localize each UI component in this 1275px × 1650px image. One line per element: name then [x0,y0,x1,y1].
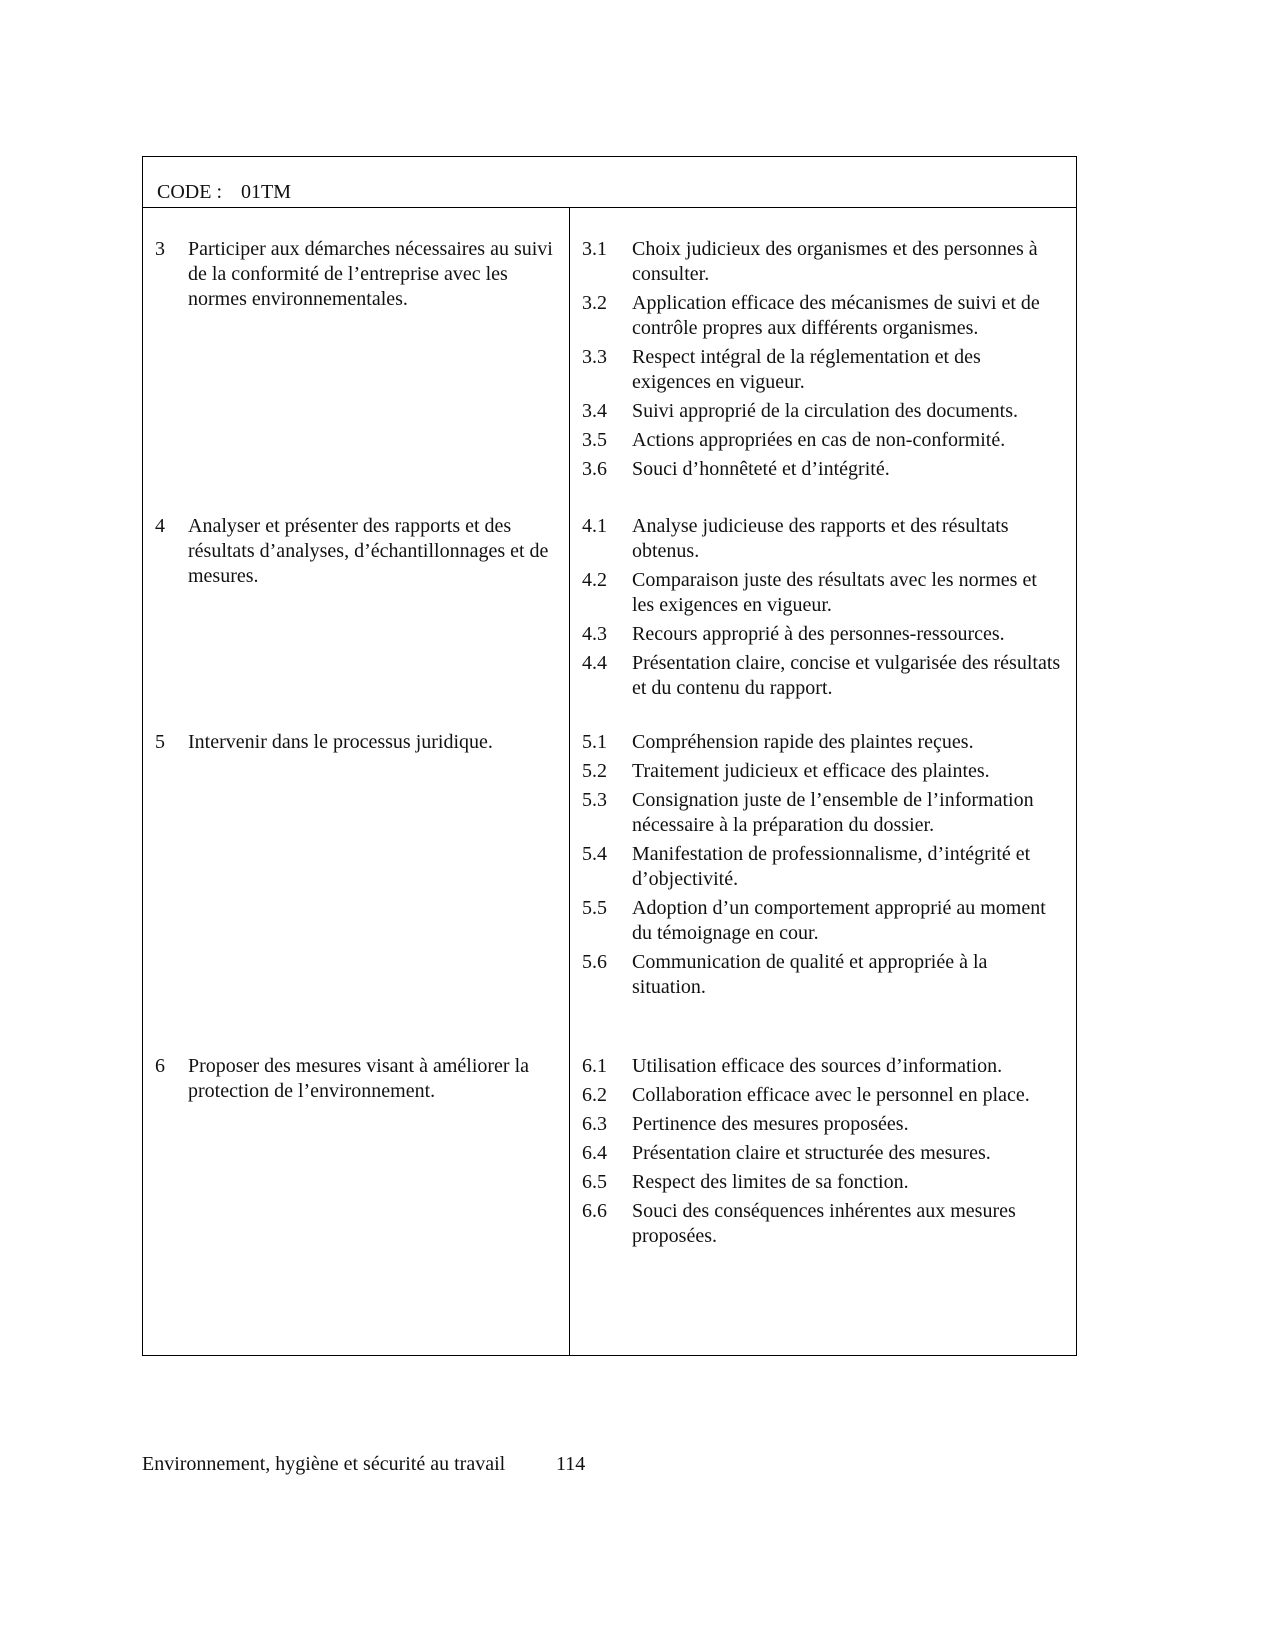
criterion-number: 3.4 [582,400,607,422]
criterion-number: 5.1 [582,731,607,753]
criterion-text: Traitement judicieux et efficace des plaintes. [632,760,990,782]
criterion-item [582,651,1062,701]
criterion-text: Présentation claire, concise et vulgarisée des résultats et du contenu du rapport. [632,652,1061,699]
criterion-item [582,514,1062,564]
criterion-text: Collaboration efficace avec le personnel en place. [632,1084,1030,1106]
criterion-text: Compréhension rapide des plaintes reçues. [632,731,974,753]
criterion-text: Suivi approprié de la circulation des documents. [632,400,1019,422]
criterion-text: Actions appropriées en cas de non-conformité. [632,429,1006,451]
element-text: Proposer des mesures visant à améliorer la protection de l’environnement. [188,1055,530,1102]
criterion-number: 4.3 [582,623,607,645]
criterion-text: Recours approprié à des personnes-ressources. [632,623,1005,645]
criteria-list [582,730,1062,1004]
criterion-text: Analyse judicieuse des rapports et des résultats obtenus. [632,515,1009,562]
criterion-number: 6.6 [582,1200,607,1222]
criterion-item [582,622,1062,647]
criterion-text: Adoption d’un comportement approprié au moment du témoignage en cour. [632,897,1046,944]
criterion-number: 4.1 [582,515,607,537]
criterion-item [582,568,1062,618]
criterion-number: 3.2 [582,292,607,314]
criterion-text: Manifestation de professionnalisme, d’intégrité et d’objectivité. [632,843,1031,890]
criterion-item [582,842,1062,892]
element-number: 4 [155,515,165,537]
element-number: 3 [155,238,165,260]
criteria-list [582,1054,1062,1253]
criterion-number: 5.4 [582,843,607,865]
criterion-item [582,457,1062,482]
criterion-item [582,788,1062,838]
code-header [157,181,305,204]
code-value: 01TM [241,181,291,203]
criterion-item [582,730,1062,755]
criterion-number: 6.5 [582,1171,607,1193]
criterion-text: Souci des conséquences inhérentes aux mesures proposées. [632,1200,1016,1247]
criterion-item [582,1170,1062,1195]
column-divider [569,208,570,1355]
element-text: Intervenir dans le processus juridique. [188,731,493,753]
criterion-text: Respect intégral de la réglementation et des exigences en vigueur. [632,346,981,393]
criterion-number: 3.3 [582,346,607,368]
element-text: Participer aux démarches nécessaires au suivi de la conformité de l’entreprise avec les normes environnementales. [188,238,553,310]
element-text: Analyser et présenter des rapports et des résultats d’analyses, d’échantillonnages et de mesures. [188,515,549,587]
criteria-list [582,514,1062,705]
criterion-text: Souci d’honnêteté et d’intégrité. [632,458,890,480]
criterion-text: Présentation claire et structurée des mesures. [632,1142,991,1164]
footer-title: Environnement, hygiène et sécurité au travail [142,1453,506,1475]
criterion-number: 6.1 [582,1055,607,1077]
criterion-number: 3.6 [582,458,607,480]
criterion-item [582,1141,1062,1166]
criterion-item [582,345,1062,395]
criterion-item [582,291,1062,341]
criterion-number: 5.2 [582,760,607,782]
criterion-text: Communication de qualité et appropriée à la situation. [632,951,988,998]
criterion-text: Pertinence des mesures proposées. [632,1113,909,1135]
criterion-number: 6.2 [582,1084,607,1106]
criterion-item [582,399,1062,424]
criterion-number: 3.1 [582,238,607,260]
criterion-text: Comparaison juste des résultats avec les normes et les exigences en vigueur. [632,569,1037,616]
criterion-item [582,1054,1062,1079]
criterion-item [582,237,1062,287]
criterion-item [582,1199,1062,1249]
criterion-text: Utilisation efficace des sources d’information. [632,1055,1003,1077]
criterion-number: 5.5 [582,897,607,919]
criterion-item [582,1112,1062,1137]
criterion-number: 5.3 [582,789,607,811]
element-number: 6 [155,1055,165,1077]
criterion-item [582,759,1062,784]
criterion-number: 4.2 [582,569,607,591]
criterion-text: Consignation juste de l’ensemble de l’information nécessaire à la préparation du dossier. [632,789,1034,836]
code-label: CODE : [157,181,222,203]
criteria-list [582,237,1062,486]
criterion-item [582,896,1062,946]
criterion-item [582,1083,1062,1108]
element-number: 5 [155,731,165,753]
criterion-number: 4.4 [582,652,607,674]
page-number: 114 [556,1453,586,1475]
criterion-number: 5.6 [582,951,607,973]
criterion-number: 6.4 [582,1142,607,1164]
criterion-text: Respect des limites de sa fonction. [632,1171,909,1193]
criterion-number: 3.5 [582,429,607,451]
criterion-text: Choix judicieux des organismes et des personnes à consulter. [632,238,1038,285]
criterion-text: Application efficace des mécanismes de suivi et de contrôle propres aux différents organismes. [632,292,1040,339]
header-divider [142,207,1077,208]
criterion-item [582,950,1062,1000]
criterion-number: 6.3 [582,1113,607,1135]
criterion-item [582,428,1062,453]
